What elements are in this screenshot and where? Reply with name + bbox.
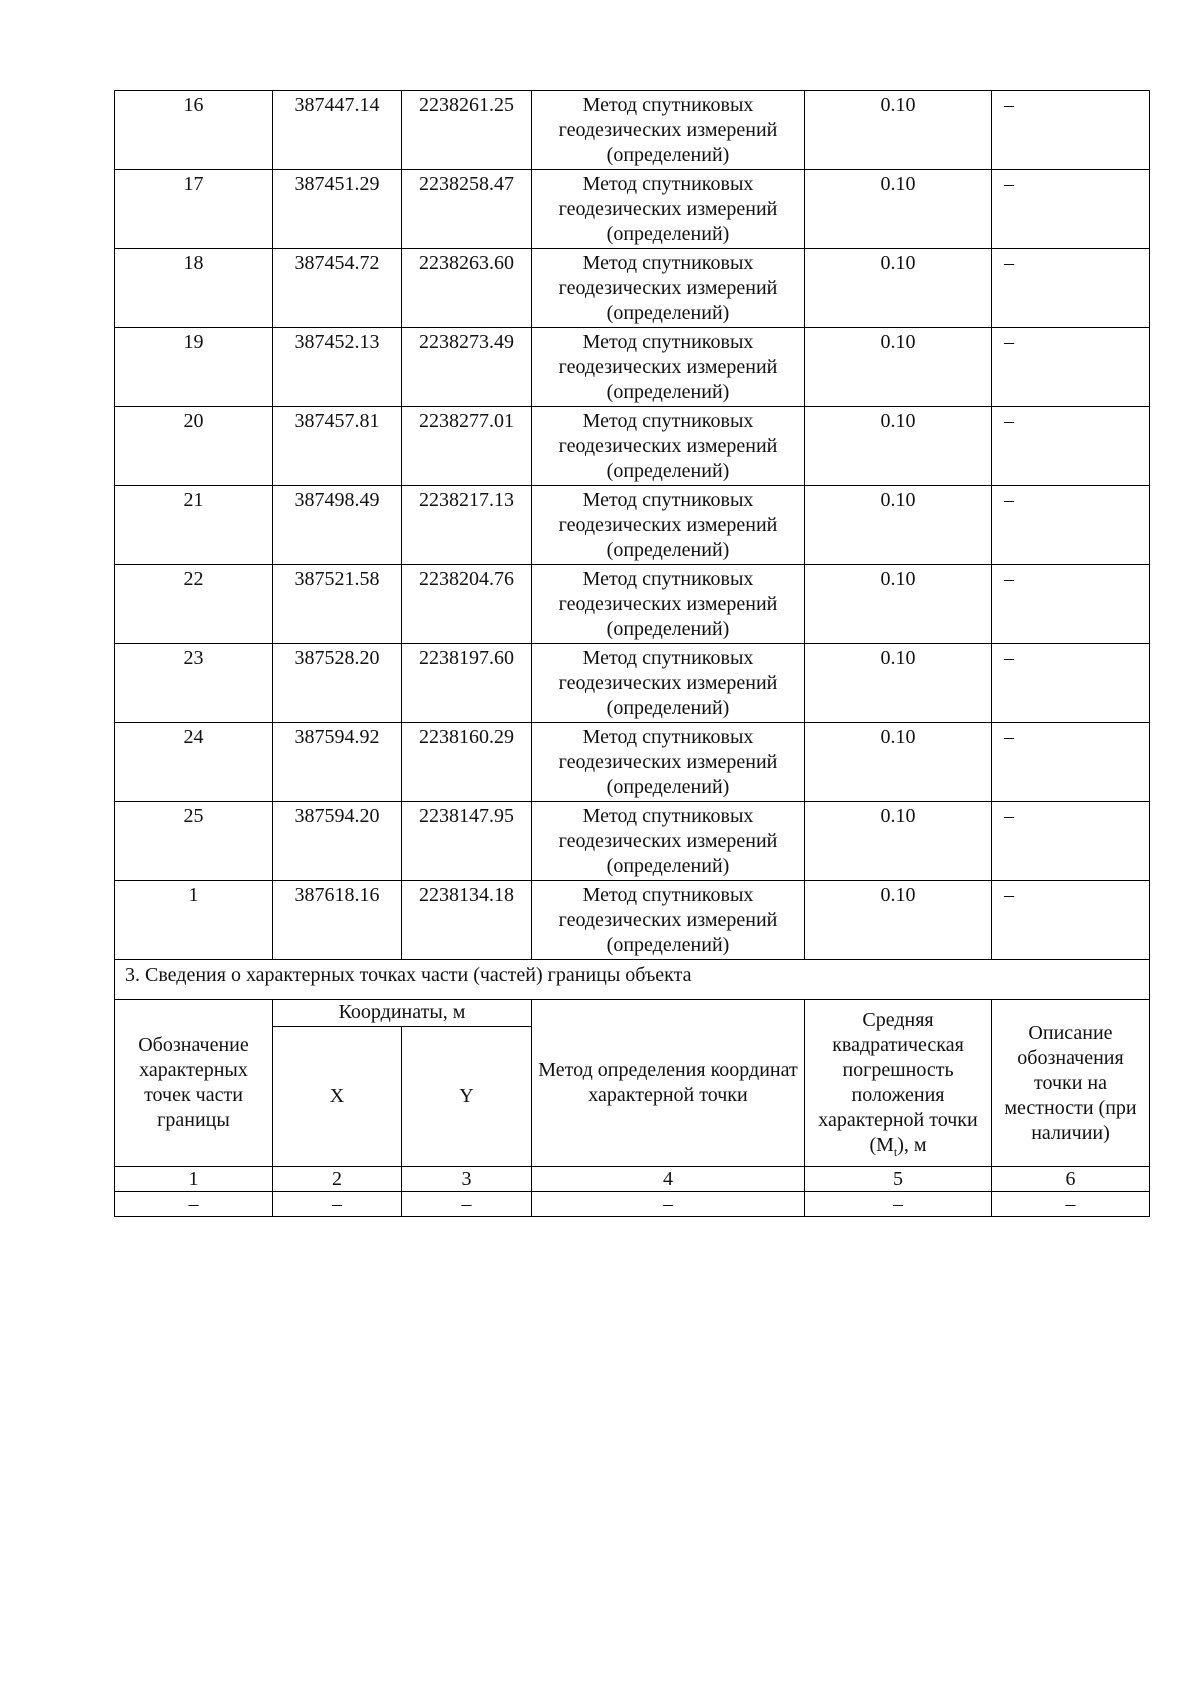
point-id-cell: 22 <box>115 565 273 644</box>
point-description-cell: – <box>992 91 1150 170</box>
point-error-cell: 0.10 <box>805 644 992 723</box>
point-y-cell: 2238263.60 <box>402 249 532 328</box>
empty-data-row <box>115 1192 1150 1217</box>
point-method-cell: Метод спутниковых геодезических измерений (определений) <box>532 565 805 644</box>
point-x-cell: 387618.16 <box>273 881 402 960</box>
point-error-cell: 0.10 <box>805 91 992 170</box>
point-id-cell: 17 <box>115 170 273 249</box>
point-description-cell: – <box>992 407 1150 486</box>
point-x-cell: 387454.72 <box>273 249 402 328</box>
table-row <box>115 644 1150 723</box>
point-id-cell: 20 <box>115 407 273 486</box>
section3-body <box>115 960 1150 1217</box>
header-y: Y <box>402 1027 532 1167</box>
point-error-cell: 0.10 <box>805 723 992 802</box>
empty-cell: – <box>992 1192 1150 1217</box>
point-method-cell: Метод спутниковых геодезических измерений (определений) <box>532 644 805 723</box>
point-error-cell: 0.10 <box>805 407 992 486</box>
point-error-cell: 0.10 <box>805 170 992 249</box>
header-coordinates: Координаты, м <box>273 1000 532 1027</box>
point-y-cell: 2238277.01 <box>402 407 532 486</box>
column-number: 2 <box>273 1167 402 1192</box>
point-description-cell: – <box>992 328 1150 407</box>
point-x-cell: 387498.49 <box>273 486 402 565</box>
point-y-cell: 2238273.49 <box>402 328 532 407</box>
table-row <box>115 328 1150 407</box>
point-x-cell: 387452.13 <box>273 328 402 407</box>
header-x: X <box>273 1027 402 1167</box>
empty-cell: – <box>402 1192 532 1217</box>
boundary-points-table <box>114 90 1150 1217</box>
point-y-cell: 2238217.13 <box>402 486 532 565</box>
point-y-cell: 2238204.76 <box>402 565 532 644</box>
empty-cell: – <box>532 1192 805 1217</box>
header-mean-error-unit: ), м <box>897 1134 927 1156</box>
table-row <box>115 565 1150 644</box>
point-error-cell: 0.10 <box>805 802 992 881</box>
header-mean-error-text: Средняя квадратическая погрешность положения характерной точки (M <box>818 1009 978 1156</box>
table-row <box>115 723 1150 802</box>
point-description-cell: – <box>992 249 1150 328</box>
point-id-cell: 1 <box>115 881 273 960</box>
point-x-cell: 387447.14 <box>273 91 402 170</box>
section3-title: 3. Сведения о характерных точках части (частей) границы объекта <box>115 960 1150 1000</box>
header-method: Метод определения координат характерной точки <box>532 1000 805 1167</box>
point-id-cell: 19 <box>115 328 273 407</box>
point-id-cell: 25 <box>115 802 273 881</box>
point-error-cell: 0.10 <box>805 565 992 644</box>
point-method-cell: Метод спутниковых геодезических измерений (определений) <box>532 881 805 960</box>
point-x-cell: 387594.20 <box>273 802 402 881</box>
point-x-cell: 387457.81 <box>273 407 402 486</box>
table-row <box>115 407 1150 486</box>
header-point-designation: Обозначение характерных точек части границы <box>115 1000 273 1167</box>
table-row <box>115 802 1150 881</box>
point-description-cell: – <box>992 881 1150 960</box>
header-mean-error <box>805 1000 992 1167</box>
header-description: Описание обозначения точки на местности (при наличии) <box>992 1000 1150 1167</box>
point-method-cell: Метод спутниковых геодезических измерений (определений) <box>532 91 805 170</box>
point-id-cell: 24 <box>115 723 273 802</box>
point-x-cell: 387521.58 <box>273 565 402 644</box>
point-method-cell: Метод спутниковых геодезических измерений (определений) <box>532 249 805 328</box>
column-number: 3 <box>402 1167 532 1192</box>
point-method-cell: Метод спутниковых геодезических измерений (определений) <box>532 170 805 249</box>
point-x-cell: 387594.92 <box>273 723 402 802</box>
section3-header-row <box>115 1000 1150 1027</box>
point-y-cell: 2238261.25 <box>402 91 532 170</box>
table-row <box>115 249 1150 328</box>
point-error-cell: 0.10 <box>805 881 992 960</box>
table-row <box>115 881 1150 960</box>
point-y-cell: 2238197.60 <box>402 644 532 723</box>
point-description-cell: – <box>992 644 1150 723</box>
point-x-cell: 387528.20 <box>273 644 402 723</box>
column-number-row <box>115 1167 1150 1192</box>
table-row <box>115 91 1150 170</box>
point-method-cell: Метод спутниковых геодезических измерений (определений) <box>532 486 805 565</box>
header-mean-error-subscript: t <box>893 1145 898 1159</box>
point-description-cell: – <box>992 723 1150 802</box>
table-row <box>115 170 1150 249</box>
point-y-cell: 2238160.29 <box>402 723 532 802</box>
point-error-cell: 0.10 <box>805 249 992 328</box>
point-description-cell: – <box>992 802 1150 881</box>
point-description-cell: – <box>992 486 1150 565</box>
point-id-cell: 18 <box>115 249 273 328</box>
point-method-cell: Метод спутниковых геодезических измерений (определений) <box>532 802 805 881</box>
table-row <box>115 486 1150 565</box>
point-method-cell: Метод спутниковых геодезических измерений (определений) <box>532 407 805 486</box>
empty-cell: – <box>115 1192 273 1217</box>
column-number: 5 <box>805 1167 992 1192</box>
section3-title-row <box>115 960 1150 1000</box>
column-number: 1 <box>115 1167 273 1192</box>
point-x-cell: 387451.29 <box>273 170 402 249</box>
point-error-cell: 0.10 <box>805 328 992 407</box>
point-method-cell: Метод спутниковых геодезических измерений (определений) <box>532 723 805 802</box>
point-y-cell: 2238147.95 <box>402 802 532 881</box>
empty-cell: – <box>273 1192 402 1217</box>
point-id-cell: 16 <box>115 91 273 170</box>
column-number: 6 <box>992 1167 1150 1192</box>
point-method-cell: Метод спутниковых геодезических измерений (определений) <box>532 328 805 407</box>
point-error-cell: 0.10 <box>805 486 992 565</box>
empty-cell: – <box>805 1192 992 1217</box>
point-id-cell: 21 <box>115 486 273 565</box>
points-table-body <box>115 91 1150 960</box>
point-description-cell: – <box>992 565 1150 644</box>
point-description-cell: – <box>992 170 1150 249</box>
column-number: 4 <box>532 1167 805 1192</box>
point-y-cell: 2238134.18 <box>402 881 532 960</box>
point-y-cell: 2238258.47 <box>402 170 532 249</box>
point-id-cell: 23 <box>115 644 273 723</box>
